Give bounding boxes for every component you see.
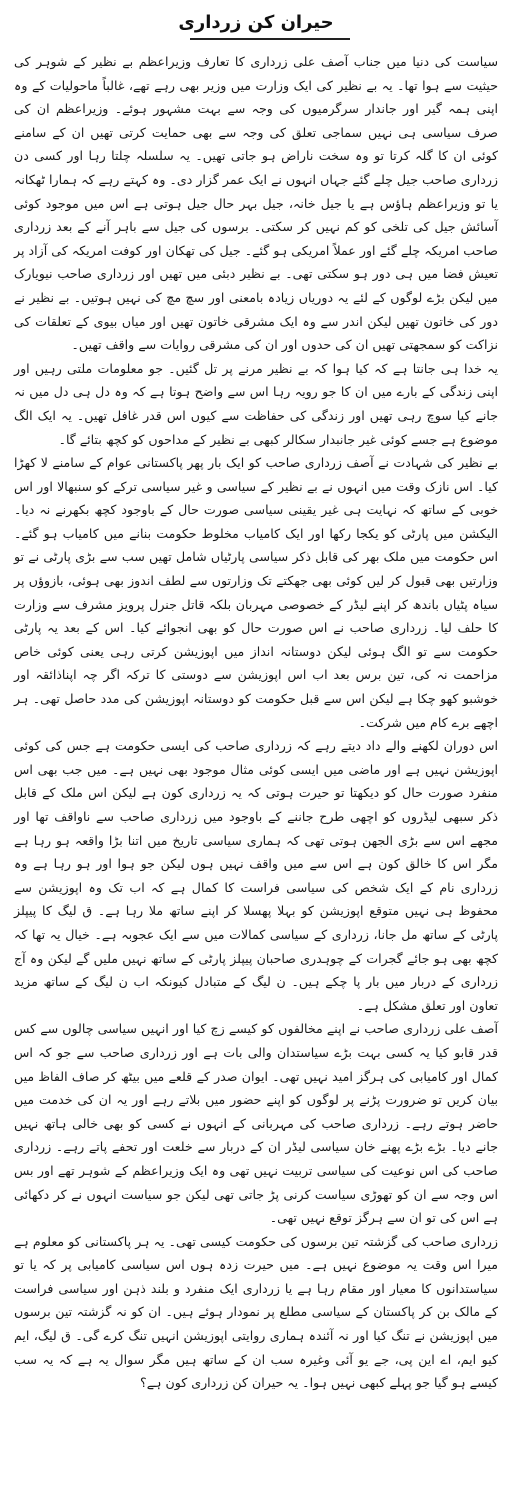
article-body (14, 50, 498, 1395)
article-paragraph: یہ خدا ہی جانتا ہے کہ کیا ہوا کہ بے نظیر مرنے پر تل گئیں۔ جو معلومات ملتی رہیں اور اپنی زندگی کے بارے میں ان کا جو رویہ رہا اس سے واضح ہوتا ہے کہ وہ دل ہی دل میں نہ جانے کیا سوچ رہی تھیں اور زندگی کی حفاظت سے کیوں اس قدر غافل تھیں۔ یہ ایک الگ موضوع ہے جسے کوئی غیر جانبدار سکالر کبھی بے نظیر کے مداحوں کو کچھ بتائے گا۔ (14, 360, 498, 447)
page-title: حیران کن زرداری (178, 12, 334, 33)
article-paragraph: سیاست کی دنیا میں جناب آصف علی زرداری کا تعارف وزیراعظم بے نظیر کے شوہر کی حیثیت سے ہوا تھا۔ یہ بے نظیر کی ایک وزارت میں وزیر بھی رہے تھے، غالباً ماحولیات کے وہ اپنی ہمہ گیر اور جاندار سرگرمیوں کی وجہ سے بہت مشہور ہوئے۔ وزیراعظم ان کی صرف سیاسی ہی نہیں سماجی تعلق کی وجہ سے بھی حمایت کرتی تھیں ان کے سامنے کوئی ان کا گلہ کرتا تو وہ سخت ناراض ہو جاتی تھیں۔ یہ سلسلہ چلتا رہا اور کسی دن زرداری صاحب جیل چلے گئے جہاں انہوں نے ایک عمر گزار دی۔ وہ کہتے رہے کہ ہمارا ٹھکانہ یا تو وزیراعظم ہاؤس ہے یا جیل خانہ، جیل بہر حال جیل ہوتی ہے اس میں موجود کوئی آسائش جیل کی تلخی کو کم نہیں کر سکتی۔ برسوں کی جیل سے باہر آنے کے بعد زرداری صاحب امریکہ چلے گئے اور عملاً امریکی ہو گئے۔ جیل کی تھکان اور کوفت امریکہ کی آزاد پر تعیش فضا میں ہی دور ہو سکتی تھی۔ بے نظیر دبئی میں تھیں اور زرداری صاحب نیویارک میں لیکن بڑے لوگوں کے لئے یہ دوریاں زیادہ بامعنی اور سچ مچ کی نہیں ہوتیں۔ بے نظیر نے دور کی خاتون تھیں لیکن اندر سے وہ ایک مشرقی خاتون تھیں اور میاں بیوی کے تعلقات کی نزاکت کو سمجھتی تھیں ان کی حدوں اور ان کی مشرقی روایات سے واقف تھیں۔ (14, 54, 498, 353)
article-paragraph: زرداری صاحب کی گزشتہ تین برسوں کی حکومت کیسی تھی۔ یہ ہر پاکستانی کو معلوم ہے میرا اس وقت یہ موضوع نہیں ہے۔ میں حیرت زدہ ہوں اس سیاسی کامیابی پر کہ یا تو سیاستدانوں کا معیار اور مقام رہا ہے یا زرداری ایک منفرد و بلند ذہن اور سیاسی فراست کے مالک بن کر پاکستان کے سیاسی مطلع پر نمودار ہوئے ہیں۔ ان کو نہ گزشتہ تین برسوں میں اپوزیشن نے تنگ کیا اور نہ آئندہ ہماری روایتی اپوزیشن انہیں تنگ کرے گی۔ ق لیگ، ایم کیو ایم، اے این پی، جے یو آئی وغیرہ سب ان کے ساتھ ہیں مگر سوال یہ ہے کہ یہ سب کیسے ہو گیا جو پہلے کبھی نہیں ہوا۔ یہ حیران کن زرداری کون ہے؟ (14, 1233, 498, 1391)
title-underline (190, 38, 350, 40)
article-paragraph: اس دوران لکھنے والے داد دیتے رہے کہ زرداری صاحب کی ایسی حکومت ہے جس کی کوئی اپوزیشن نہیں ہے اور ماضی میں ایسی کوئی مثال موجود بھی نہیں ہے۔ میں جب بھی اس منفرد صورت حال کو دیکھتا تو حیرت ہوتی کہ یہ زرداری کون ہے لیکن اس ملک کے قابل ذکر سبھی لیڈروں کو اچھی طرح جاننے کے باوجود میں زرداری صاحب سے ناواقف تھا اور مجھے اس سے بڑی الجھن ہوتی تھی کہ ہماری سیاسی تاریخ میں اتنا بڑا واقعہ ہو رہا ہے مگر اس کا خالق کون ہے اس سے میں واقف نہیں ہوں لیکن جو ہوا اور ہو رہا ہے وہ زرداری نام کے ایک شخص کی سیاسی فراست کا کمال ہے کہ اب تک وہ اپوزیشن سے محفوظ ہی نہیں متوقع اپوزیشن کو بہلا پھسلا کر اپنے ساتھ ملا رہا ہے۔ ق لیگ کا پیپلز پارٹی کے ساتھ مل جانا، زرداری کے سیاسی کمالات میں سے ایک عجوبہ ہے۔ خیال یہ تھا کہ کچھ بھی ہو جائے گجرات کے چوہدری صاحبان پیپلز پارٹی کے ساتھ نہیں ملیں گے لیکن وہ آج زرداری کے دربار میں بار پا چکے ہیں۔ ن لیگ کے متبادل کیونکہ اب ن لیگ کے ساتھ مزید تعاون اور تعلق مشکل ہے۔ (14, 738, 498, 1013)
article-paragraph: بے نظیر کی شہادت نے آصف زرداری صاحب کو ایک بار پھر پاکستانی عوام کے سامنے لا کھڑا کیا۔ اس نازک وقت میں انہوں نے بے نظیر کے سیاسی و غیر سیاسی ترکے کو سنبھالا اور اس خوبی کے ساتھ کہ نہایت ہی غیر یقینی سیاسی صورت حال کے باوجود کچھ بکھرنے نہ دیا۔ الیکشن میں پارٹی کو یکجا رکھا اور ایک کامیاب مخلوط حکومت بنانے میں کامیاب ہو گئے۔ اس حکومت میں ملک بھر کی قابل ذکر سیاسی پارٹیاں شامل تھیں سب سے بڑی پارٹی نے تو وزارتیں بھی قبول کر لیں کوئی بھی جھکتے تک وزارتوں سے لطف اندوز بھی ہوئی، بازوؤں پر سیاہ پٹیاں باندھ کر اپنے لیڈر کے خصوصی مہربان بلکہ قاتل جنرل پرویز مشرف سے وزارت کا حلف لیا۔ زرداری صاحب نے اس صورت حال کو بھی انجوائے کیا۔ اس کے بعد یہ پارٹی حکومت سے تو الگ ہوئی لیکن دوستانہ انداز میں اپوزیشن کرتی رہی یعنی کوئی خاص مزاحمت نہ کی، تین برس بعد اب اس اپوزیشن سے دوستی کا ترکہ اگر چہ اپناذائقہ اور خوشبو کھو چکا ہے لیکن اس سے قبل حکومت کو دوستانہ اپوزیشن کی مدد حاصل تھی۔ ہر اچھے برے کام میں شرکت۔ (14, 455, 498, 730)
header (14, 4, 498, 50)
article-paragraph: آصف علی زرداری صاحب نے اپنے مخالفوں کو کیسے زچ کیا اور انہیں سیاسی چالوں سے کس قدر قابو کیا یہ کسی بہت بڑے سیاستدان والی بات ہے اور زرداری صاحب سے جو کہ اس کمال اور کامیابی کی ہرگز امید نہیں تھی۔ ایوان صدر کے قلعے میں بیٹھ کر صاف الفاظ میں بیان کریں تو ضرورت پڑنے پر لوگوں کو اپنے حضور میں بلاتے رہے اور یہ ان کی خدمت میں حاضر ہوتے رہے۔ زرداری صاحب کی مہربانی کے انہوں نے کسی کو بھی خالی ہاتھ نہیں جانے دیا۔ بڑے بڑے پھنے خان سیاسی لیڈر ان کے دربار سے خلعت اور تحفے پاتے رہے۔ زرداری صاحب کی اس نوعیت کی سیاسی تربیت نہیں تھی وہ ایک وزیراعظم کے شوہر تھے اور بس اس وجہ سے ان کو تھوڑی سیاست کرنی پڑ جاتی تھی لیکن جو سیاست انہوں نے کر دکھائی ہے اس کی تو ان سے ہرگز توقع نہیں تھی۔ (14, 1021, 498, 1226)
